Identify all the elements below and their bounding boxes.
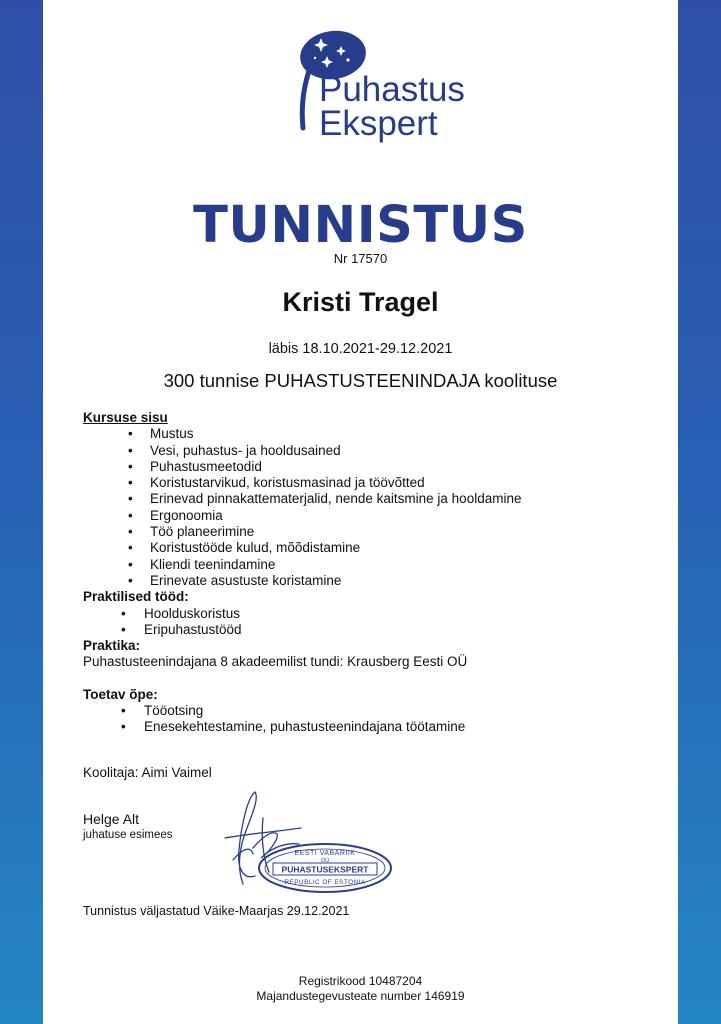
stamp-top-text: EESTI VABARIIK (294, 850, 356, 857)
stamp-small-text: OÜ (320, 858, 330, 864)
registry-code: Registrikood 10487204 (298, 974, 423, 988)
list-item: • Erinevate asustuste koristamine (83, 573, 643, 589)
list-item: • Ergonoomia (83, 508, 643, 524)
logo-text-puhastus: Puhastus (319, 70, 465, 109)
certificate-sheet (43, 0, 678, 1024)
content-section-title: Kursuse sisu (83, 410, 168, 425)
list-item: • Vesi, puhastus- ja hooldusained (83, 443, 643, 459)
certificate-number: Nr 17570 (333, 251, 388, 266)
issued-line: Tunnistus väljastatud Väike-Maarjas 29.12.2021 (83, 904, 350, 918)
practical-section-title: Praktilised tööd: (83, 589, 189, 605)
internship-section-title: Praktika: (83, 638, 141, 654)
practical-list (83, 606, 643, 639)
course-period: läbis 18.10.2021-29.12.2021 (268, 341, 453, 357)
internship-text: Puhastusteenindajana 8 akadeemilist tundi: Krausberg Eesti OÜ (83, 654, 468, 670)
list-item: • Puhastusmeetodid (83, 459, 643, 475)
support-section-title: Toetav õpe: (83, 686, 158, 702)
certificate-title: TUNNISTUS (193, 196, 528, 255)
puhastus-ekspert-logo (263, 28, 493, 148)
recipient-name: Kristi Tragel (282, 287, 439, 317)
list-item: • Kliendi teenindamine (83, 557, 643, 573)
list-item: • Koristustööde kulud, mõõdistamine (83, 540, 643, 556)
list-item: • Eripuhastustööd (83, 622, 643, 638)
list-item: • Enesekehtestamine, puhastusteenindajana töötamine (83, 719, 643, 735)
support-list (83, 703, 643, 736)
stamp-bottom-text: REPUBLIC OF ESTONIA (284, 879, 366, 886)
signature-stamp-icon (203, 788, 403, 898)
signer-name: Helge Alt (83, 811, 140, 827)
signer-role: juhatuse esimees (83, 829, 173, 841)
list-item: • Koristustarvikud, koristusmasinad ja töövõtted (83, 475, 643, 491)
list-item: • Hoolduskoristus (83, 606, 643, 622)
list-item: • Tööotsing (83, 703, 643, 719)
stamp-middle-text: PUHASTUSEKSPERT (281, 864, 369, 875)
course-title: 300 tunnise PUHASTUSTEENINDAJA koolituse (163, 370, 558, 391)
logo-text-ekspert: Ekspert (319, 104, 438, 143)
trainer-line: Koolitaja: Aimi Vaimel (83, 765, 212, 780)
economic-activity-number: Majandustegevusteate number 146919 (256, 989, 465, 1003)
course-content (83, 410, 643, 736)
content-list (83, 426, 643, 589)
list-item: • Töö planeerimine (83, 524, 643, 540)
list-item: • Mustus (83, 426, 643, 442)
list-item: • Erinevad pinnakattematerjalid, nende kaitsmine ja hooldamine (83, 491, 643, 507)
